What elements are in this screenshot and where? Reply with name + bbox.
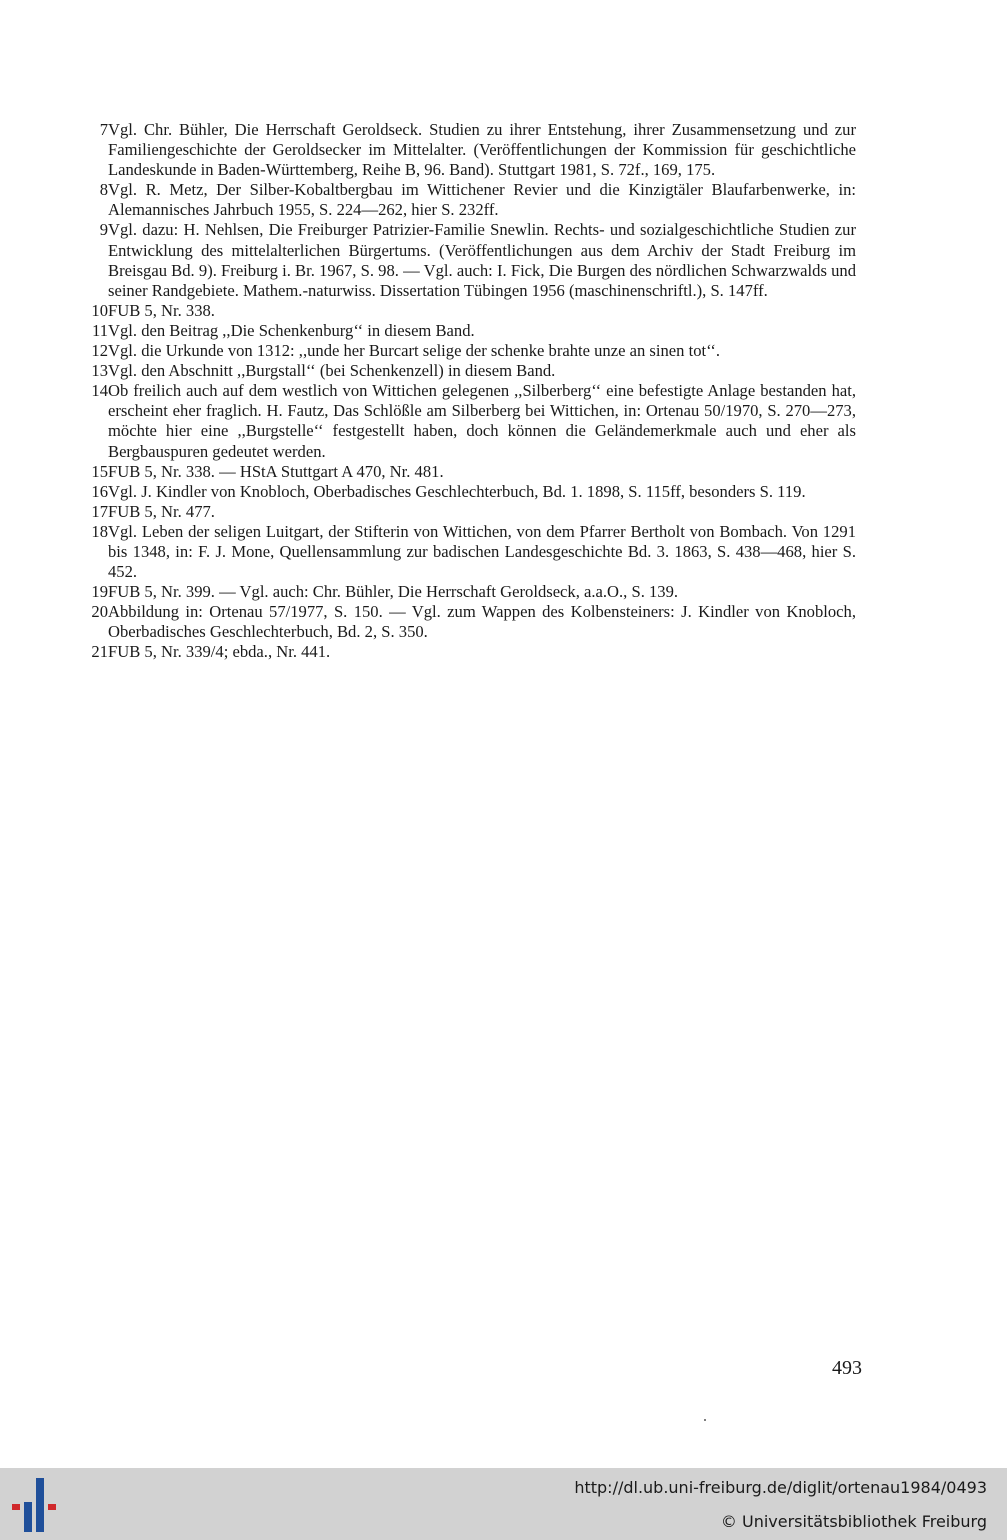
- footnote-number: 10: [91, 300, 108, 320]
- footnote-text: Vgl. R. Metz, Der Silber-Kobaltbergbau im Wittichener Revier und die Kinzigtäler Blaufarbenwerke, in: Alemannisches Jahrbuch 1955, S. 224—262, hier S. 232ff.: [108, 180, 856, 220]
- footnote-text: FUB 5, Nr. 477.: [108, 501, 215, 521]
- footnote-text: Vgl. dazu: H. Nehlsen, Die Freiburger Patrizier-Familie Snewlin. Rechts- und sozialgeschichtliche Studien zur Entwicklung des mittelalterlichen Bürgertums. (Veröffentlichungen aus dem Archiv der Stadt Freiburg im Breisgau Bd. 9). Freiburg i. Br. 1967, S. 98. — Vgl. auch: I. Fick, Die Burgen des nördlichen Schwarzwalds und seiner Randgebiete. Mathem.-naturwiss. Dissertation Tübingen 1956 (maschinenschriftl.), S. 147ff.: [108, 220, 856, 300]
- footnote: [78, 642, 856, 662]
- footnote-number: 15: [91, 461, 108, 481]
- footnote-number: 19: [91, 582, 108, 602]
- footnote-number: 20: [91, 602, 108, 622]
- footnote-list: [78, 120, 856, 663]
- footnote: [78, 381, 856, 461]
- footnote-text: Vgl. den Beitrag ,,Die Schenkenburg‘‘ in diesem Band.: [108, 320, 475, 340]
- footnote-number: 11: [92, 320, 108, 340]
- ub-freiburg-logo-icon: [12, 1478, 64, 1532]
- footnote: [78, 341, 856, 361]
- footnote-number: 12: [91, 341, 108, 361]
- footnote-text: Ob freilich auch auf dem westlich von Wittichen gelegenen ,,Silberberg‘‘ eine befestigte Anlage bestanden hat, erscheint eher fraglich. H. Fautz, Das Schlößle am Silberberg bei Wittichen, in: Ortenau 50/1970, S. 270—273, möchte hier eine ,,Burgstelle‘‘ festgestellt haben, doch können die Geländemerkmale auch und eher als Bergbauspuren gedeutet werden.: [108, 381, 856, 461]
- footnote: [78, 321, 856, 341]
- footnote-text: FUB 5, Nr. 338. — HStA Stuttgart A 470, Nr. 481.: [108, 461, 444, 481]
- footnote-text: Abbildung in: Ortenau 57/1977, S. 150. — Vgl. zum Wappen des Kolbensteiners: J. Kindler von Knobloch, Oberbadisches Geschlechterbuch, Bd. 2, S. 350.: [108, 602, 856, 642]
- footnote: [78, 120, 856, 180]
- footnote-text: Vgl. J. Kindler von Knobloch, Oberbadisches Geschlechterbuch, Bd. 1. 1898, S. 115ff, besonders S. 119.: [108, 481, 806, 501]
- footnote-text: Vgl. den Abschnitt ,,Burgstall‘‘ (bei Schenkenzell) in diesem Band.: [108, 361, 556, 381]
- footnote: [78, 482, 856, 502]
- footnote-text: Vgl. die Urkunde von 1312: ,,unde her Burcart selige der schenke brahte unze an sinen tot‘‘.: [108, 341, 721, 361]
- print-speck: [704, 1419, 706, 1421]
- footnote-number: 14: [91, 381, 108, 401]
- footnote-text: Vgl. Chr. Bühler, Die Herrschaft Geroldseck. Studien zu ihrer Entstehung, ihrer Zusammensetzung und zur Familiengeschichte der Geroldsecker im Mittelalter. (Veröffentlichungen der Kommission für geschichtliche Landeskunde in Baden-Württemberg, Reihe B, 96. Band). Stuttgart 1981, S. 72f., 169, 175.: [108, 120, 856, 180]
- footnote-number: 13: [91, 361, 108, 381]
- footnote: [78, 502, 856, 522]
- copyright-notice: © Universitätsbibliothek Freiburg: [720, 1512, 987, 1531]
- footnote-text: FUB 5, Nr. 339/4; ebda., Nr. 441.: [108, 642, 331, 662]
- footnote-number: 8: [99, 180, 108, 200]
- footnote: [78, 462, 856, 482]
- footnote-text: FUB 5, Nr. 338.: [108, 300, 215, 320]
- footnote: [78, 361, 856, 381]
- footnote-number: 16: [91, 481, 108, 501]
- digital-copy-link[interactable]: http://dl.ub.uni-freiburg.de/diglit/ortenau1984/0493: [574, 1478, 987, 1497]
- footnote: [78, 522, 856, 582]
- footnote-number: 17: [91, 501, 108, 521]
- footnote: [78, 602, 856, 642]
- footnote: [78, 220, 856, 300]
- footnote-text: Vgl. Leben der seligen Luitgart, der Stifterin von Wittichen, von dem Pfarrer Bertholt von Bombach. Von 1291 bis 1348, in: F. J. Mone, Quellensammlung zur badischen Landesgeschichte Bd. 3. 1863, S. 438—468, hier S. 452.: [108, 521, 856, 582]
- footnote-number: 18: [91, 521, 108, 541]
- footnote-number: 7: [99, 120, 108, 139]
- footnote: [78, 301, 856, 321]
- footnote-text: FUB 5, Nr. 399. — Vgl. auch: Chr. Bühler, Die Herrschaft Geroldseck, a.a.O., S. 139.: [108, 582, 679, 602]
- footnote-number: 21: [91, 642, 108, 662]
- footnote-number: 9: [99, 220, 108, 240]
- footnote: [78, 582, 856, 602]
- footnote: [78, 180, 856, 220]
- page-number: 493: [832, 1357, 862, 1379]
